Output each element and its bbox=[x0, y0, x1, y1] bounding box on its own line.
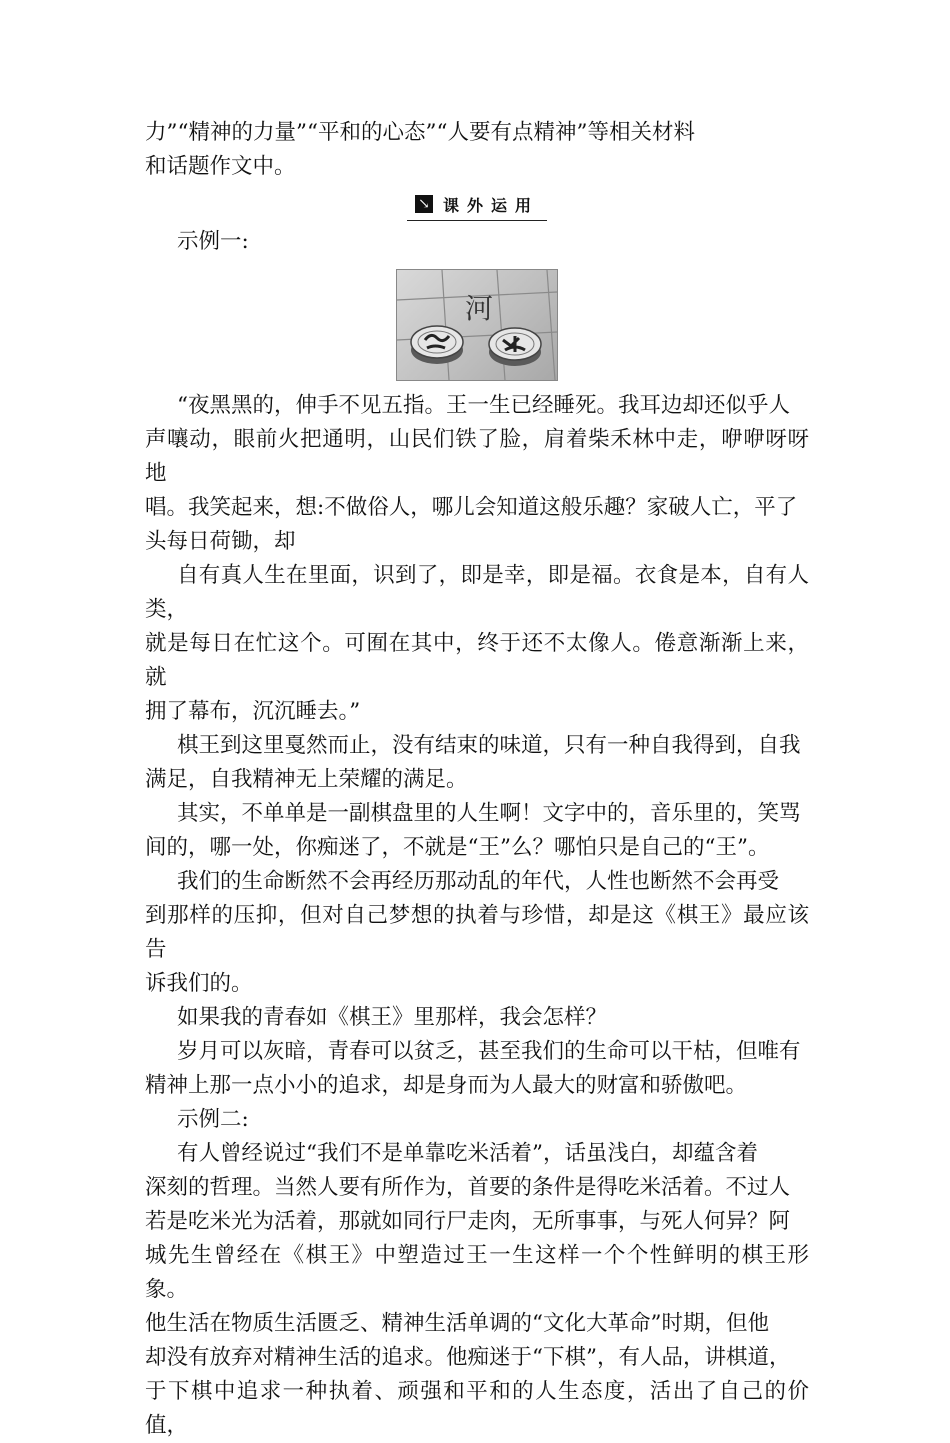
text-line: 到那样的压抑，但对自己梦想的执着与珍惜，却是这《棋王》最应该告 bbox=[145, 903, 809, 962]
text-line: 他生活在物质生活匮乏、精神生活单调的“文化大革命”时期，但他 bbox=[145, 1311, 769, 1336]
text-line: 若是吃米光为活着，那就如同行尸走肉，无所事事，与死人何异？阿 bbox=[145, 1209, 791, 1234]
paragraph bbox=[145, 865, 809, 1001]
text-line: 自有真人生在里面，识到了，即是幸，即是福。衣食是本，自有人类， bbox=[145, 563, 809, 622]
paragraph bbox=[145, 1035, 809, 1103]
text-line: 我们的生命断然不会再经历那动乱的年代，人性也断然不会再受 bbox=[177, 869, 780, 894]
text-line: 却没有放弃对精神生活的追求。他痴迷于“下棋”，有人品，讲棋道， bbox=[145, 1345, 791, 1370]
example2-heading: 示例二: bbox=[177, 1107, 249, 1132]
paragraph bbox=[145, 1001, 809, 1035]
paragraph bbox=[145, 1137, 809, 1443]
paragraph bbox=[145, 797, 809, 865]
text-line: 唱。我笑起来，想:不做俗人，哪儿会知道这般乐趣？家破人亡，平了 bbox=[145, 495, 798, 520]
paragraph bbox=[145, 729, 809, 797]
chess-board-illustration bbox=[397, 270, 557, 380]
text-line: 拥了幕布，沉沉睡去。” bbox=[145, 699, 361, 724]
paragraph bbox=[145, 389, 809, 559]
text-line: 诉我们的。 bbox=[145, 971, 253, 996]
text-line: 棋王到这里戛然而止，没有结束的味道，只有一种自我得到，自我 bbox=[177, 733, 801, 758]
text-line: 头每日荷锄，却 bbox=[145, 529, 296, 554]
board-char-he: 河 bbox=[465, 292, 494, 325]
text-line: 于下棋中追求一种执着、顽强和平和的人生态度，活出了自己的价值， bbox=[145, 1379, 809, 1438]
arrow-icon: ↘ bbox=[415, 195, 433, 213]
text-line: 精神上那一点小小的追求，却是身而为人最大的财富和骄傲吧。 bbox=[145, 1073, 748, 1098]
section-title: 课外运用 bbox=[442, 195, 539, 215]
example1-body bbox=[145, 389, 809, 1103]
text-line: 力”“精神的力量”“平和的心态”“人要有点精神”等相关材料 bbox=[145, 120, 695, 145]
section-heading bbox=[407, 190, 547, 221]
text-line: 就是每日在忙这个。可囿在其中，终于还不太像人。倦意渐渐上来，就 bbox=[145, 631, 809, 690]
text-line: 和话题作文中。 bbox=[145, 154, 296, 179]
intro-paragraph bbox=[145, 116, 809, 184]
example2-body bbox=[145, 1137, 809, 1443]
chess-image bbox=[396, 269, 558, 381]
chess-piece-right bbox=[489, 328, 541, 366]
chess-piece-left bbox=[411, 326, 463, 364]
text-line: 声嚷动，眼前火把通明，山民们铁了脸，肩着柴禾林中走，咿咿呀呀地 bbox=[145, 427, 809, 486]
text-line: “夜黑黑的，伸手不见五指。王一生已经睡死。我耳边却还似乎人 bbox=[177, 393, 790, 418]
text-line: 有人曾经说过“我们不是单靠吃米活着”，话虽浅白，却蕴含着 bbox=[177, 1141, 758, 1166]
text-line: 岁月可以灰暗，青春可以贫乏，甚至我们的生命可以干枯，但唯有 bbox=[177, 1039, 801, 1064]
example1-heading: 示例一: bbox=[177, 229, 249, 254]
document-page bbox=[145, 116, 809, 1443]
text-line: 城先生曾经在《棋王》中塑造过王一生这样一个个性鲜明的棋王形象。 bbox=[145, 1243, 809, 1302]
text-line: 间的，哪一处，你痴迷了，不就是“王”么？哪怕只是自己的“王”。 bbox=[145, 835, 770, 860]
text-line: 深刻的哲理。当然人要有所作为，首要的条件是得吃米活着。不过人 bbox=[145, 1175, 791, 1200]
paragraph bbox=[145, 559, 809, 729]
text-line: 如果我的青春如《棋王》里那样，我会怎样？ bbox=[177, 1005, 608, 1030]
text-line: 其实，不单单是一副棋盘里的人生啊！文字中的，音乐里的，笑骂 bbox=[177, 801, 801, 826]
text-line: 满足，自我精神无上荣耀的满足。 bbox=[145, 767, 468, 792]
